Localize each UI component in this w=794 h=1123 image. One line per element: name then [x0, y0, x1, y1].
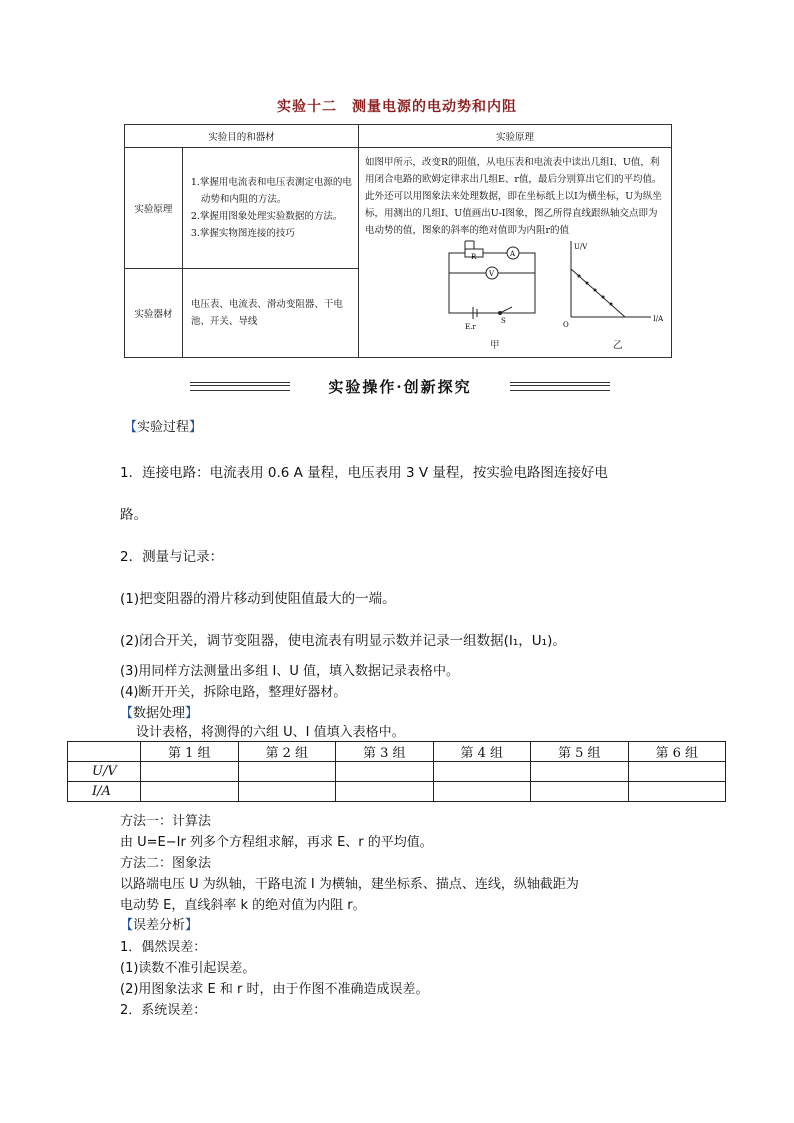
table-cell: [141, 782, 239, 802]
section-banner: [190, 372, 610, 402]
sub-step-3: (3)用同样方法测量出多组 I、U 值，填入数据记录表格中。: [120, 664, 460, 679]
error-line2: (1)读数不准引起误差。: [120, 961, 256, 976]
table-header-cell: 第 2 组: [238, 742, 336, 762]
table-cell: [336, 762, 434, 782]
caption-yi: 乙: [613, 340, 623, 351]
method1-text: 由 U=E−Ir 列多个方程组求解，再求 E、r 的平均值。: [120, 835, 433, 850]
row-label-I: I/A: [68, 782, 141, 802]
table-header-cell: 第 3 组: [336, 742, 434, 762]
step1-line1: 1．连接电路：电流表用 0.6 A 量程，电压表用 3 V 量程，按实验电路图连接好电: [120, 465, 608, 481]
table-row: [68, 762, 726, 782]
ui-graph: [571, 241, 651, 317]
caption-jia: 甲: [490, 340, 500, 351]
error-line1: 1．偶然误差：: [120, 940, 207, 955]
label-V: V: [489, 270, 495, 278]
label-U-axis: U/V: [574, 243, 588, 251]
sub-step-2: (2)闭合开关，调节变阻器，使电流表有明显示数并记录一组数据(I₁，U₁)。: [120, 633, 566, 649]
sub-step-4: (4)断开开关，拆除电路，整理好器材。: [120, 685, 347, 700]
table-header-cell: 第 6 组: [628, 742, 726, 762]
equipment-text: 电压表、电流表、滑动变阻器、干电池、开关、导线: [182, 269, 358, 358]
error-line4: 2．系统误差：: [120, 1003, 207, 1018]
method2-title: 方法二：图象法: [120, 856, 212, 871]
table-cell: [531, 762, 629, 782]
sub-step-1: (1)把变阻器的滑片移动到使阻值最大的一端。: [120, 591, 396, 607]
method1-title: 方法一：计算法: [120, 814, 212, 829]
table-header-cell: 第 5 组: [531, 742, 629, 762]
table-cell: [433, 762, 531, 782]
goal-item: 1.掌握用电流表和电压表测定电源的电动势和内阻的方法。: [190, 177, 352, 205]
error-line3: (2)用图象法求 E 和 r 时，由于作图不准确造成误差。: [120, 982, 429, 997]
label-Er: E.r: [465, 323, 476, 331]
table-header-cell: [68, 742, 141, 762]
circuit-diagram: [449, 241, 535, 319]
data-heading: 【数据处理】: [120, 706, 199, 721]
table-cell: [628, 762, 726, 782]
table-cell: [238, 782, 336, 802]
row-label-principle: 实验原理: [125, 148, 183, 269]
table-cell: [531, 782, 629, 802]
label-I-axis: I/A: [653, 315, 664, 323]
page-title: 实验十二 测量电源的电动势和内阻: [277, 99, 517, 115]
label-A: A: [510, 250, 516, 258]
method2-text1: 以路端电压 U 为纵轴，干路电流 I 为横轴，建坐标系、描点、连线，纵轴截距为: [120, 877, 579, 892]
label-S: S: [501, 317, 506, 325]
table-header-cell: 第 1 组: [141, 742, 239, 762]
circuit-and-graph-diagram: [365, 239, 665, 339]
header-right: 实验原理: [359, 125, 672, 148]
goal-item: 3.掌握实物图连接的技巧: [190, 228, 295, 239]
goal-item: 2.掌握用图象处理实验数据的方法。: [190, 211, 343, 222]
table-cell: [238, 762, 336, 782]
table-row: [68, 742, 726, 762]
intro-table: [124, 124, 672, 358]
table-cell: [433, 782, 531, 802]
table-cell: [628, 782, 726, 802]
goals-list: [182, 148, 358, 269]
data-intro: 设计表格，将测得的六组 U、I 值填入表格中。: [136, 725, 405, 740]
table-cell: [141, 762, 239, 782]
row-label-equipment: 实验器材: [125, 269, 183, 358]
table-row: [68, 782, 726, 802]
method2-text2: 电动势 E，直线斜率 k 的绝对值为内阻 r。: [120, 898, 366, 913]
step2: 2．测量与记录：: [120, 549, 224, 565]
error-heading: 【误差分析】: [120, 918, 199, 933]
data-table: [67, 741, 726, 802]
header-left: 实验目的和器材: [125, 125, 359, 148]
process-heading: 【实验过程】: [124, 420, 203, 435]
principle-cell: [359, 148, 672, 358]
row-label-U: U/V: [68, 762, 141, 782]
label-R: R: [471, 253, 477, 261]
step1-line2: 路。: [120, 507, 147, 523]
table-header-cell: 第 4 组: [433, 742, 531, 762]
principle-text: 如图甲所示，改变R的阻值，从电压表和电流表中读出几组I、U值，利用闭合电路的欧姆定律求出几组E、r值，最后分别算出它们的平均值。此外还可以用图象法来处理数据，即在坐标纸上以I为横坐标，U为纵坐标，用测出的几组I、U值画出U-I图象，图乙所得直线跟纵轴交点即为电动势的值，图象的斜率的绝对值即为内阻r的值: [365, 157, 662, 236]
label-origin: O: [563, 321, 569, 329]
banner-text: 实验操作·创新探究: [328, 378, 472, 396]
table-cell: [336, 782, 434, 802]
